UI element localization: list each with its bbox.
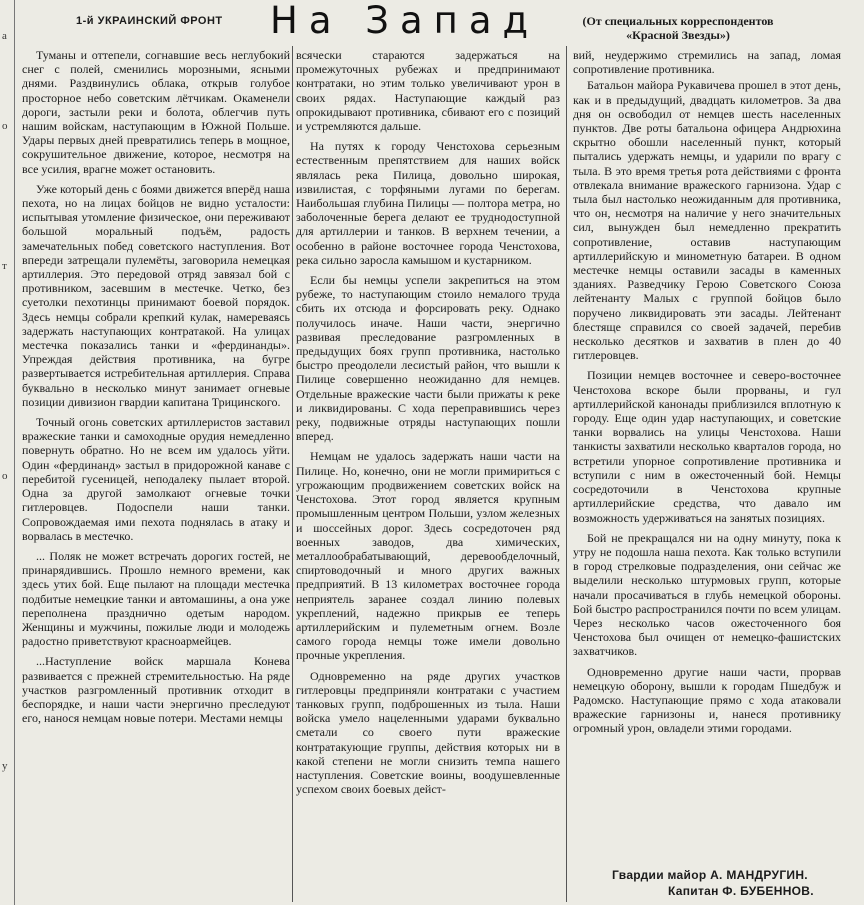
paragraph: На путях к городу Ченстохова серьезным естественным препятствием для наших войск являлась река Пилица, довольно широкая, извилистая, с торфяными лугами по берегам. Наибольшая глубина Пилицы — полтора метра, но заболоченные берега делают ее труднодоступной для артиллерии и танков. В верхнем течении, а особенно в районе восточнее города Ченстохова, река сильно заросла камышом и кустарником. bbox=[296, 139, 560, 267]
column-divider bbox=[292, 46, 293, 902]
paragraph: Если бы немцы успели закрепиться на этом рубеже, то наступающим стоило немалого труда сбить их отсюда и форсировать реку. Однако получилось иначе. Наши части, энергично развивая преследование разгромленных в предыдущих боях групп противника, настолько быстро преодолели лесистый район, что вышли к Пилице совершенно неожиданно для немцев. Отдельные вражеские части были прижаты к реке и ликвидированы. С хода переправившись через реку, подвижные отряды наступающих пошли вперед. bbox=[296, 273, 560, 444]
text-column-1 bbox=[22, 48, 290, 900]
paragraph: Точный огонь советских артиллеристов заставил вражеские танки и самоходные орудия немедленно повернуть обратно. Но не всем им удалось уйти. Один «фердинанд» застыл в придорожной канаве с перебитой гусеницей, неподалеку пылает второй. Одна за другой замолкают огневые точки гитлеровцев. Подоспели наши танки. Сопровождаемая ими пехота поднялась в атаку и ворвалась в местечко. bbox=[22, 415, 290, 543]
paragraph: Батальон майора Рукавичева прошел в этот день, как и в предыдущий, двадцать километров. За два дня он освободил от немцев шесть населенных пунктов. Две роты батальона офицера Андрюхина скрытно обошли населенный пункт, который пытались удержать немцы, и ударили по врагу с тыла. В это время третья рота действиями с фронта отвлекала внимание вражеского гарнизона. Удар с тыла был настолько неожиданным для противника, что он, несмотря на наличие у него значительных сил, вынужден был немедленно прекратить сопротивление, оставив наступающим артиллерийскую и минометную батареи. В одном местечке немцы оставили засады в каменных зданиях. Разведчику Герою Советского Союза лейтенанту Малых с группой бойцов было поручено ликвидировать эти засады. Лейтенант блестяще справился со своей задачей, перебив несколько десятков и захватив в плен до 40 гитлеровцев. bbox=[573, 78, 841, 363]
text-column-3 bbox=[573, 48, 841, 856]
paragraph: всячески стараются задержаться на промежуточных рубежах и предпринимают контратаки, но этим только увеличивают урон в своих рядах. Наступающие каждый раз опрокидывают противника, сбивают его с позиций и устремляются дальше. bbox=[296, 48, 560, 134]
text-column-2 bbox=[296, 48, 560, 900]
paragraph: Уже который день с боями движется вперёд наша пехота, но на лицах бойцов не видно усталости: испытывая утомление физическое, они переживают большой моральный подъём, радость замечательных побед советского наступления. Вот впереди затрещали пулемёты, заговорила немецкая артиллерия. Это передовой отряд завязал бой с противником, засевшим в местечке. Четко, без суетолки пехотинцы принимают боевой порядок. Здесь немцы собрали крепкий кулак, намереваясь задержать наступающих контратакой. На улицах местечка показались танки и «фердинанды». Упреждая действия противника, на бугре развертывается истребительная артиллерия. Справа буквально в несколько минут занимает огневые позиции дивизион гвардии капитана Трицинского. bbox=[22, 181, 290, 409]
paragraph: вий, неудержимо стремились на запад, ломая сопротивление противника. bbox=[573, 48, 841, 77]
paragraph: Одновременно другие наши части, прорвав немецкую оборону, вышли к городам Пшедбуж и Радомско. Наступающие прямо с хода атаковали вражеские гарнизоны и, нанеся противнику огромный урон, овладели этими городами. bbox=[573, 664, 841, 736]
margin-letter: о bbox=[2, 470, 8, 482]
margin-letter: т bbox=[2, 260, 7, 272]
author-signature-1: Гвардии майор А. МАНДРУГИН. bbox=[612, 868, 808, 882]
section-rubric: 1-й УКРАИНСКИЙ ФРОНТ bbox=[76, 15, 223, 27]
margin-letter: у bbox=[2, 760, 8, 772]
paragraph: Одновременно на ряде других участков гитлеровцы предприняли контратаки с участием танковых групп, подброшенных из тыла. Наши войска умело нацеленными ударами буквально сметали со своего пути вражеские контратакующие группы, действия которых ни в какой степени не могли снизить темпа нашего наступления. Советские воины, воодушевленные успехом своих боевых дейст- bbox=[296, 668, 560, 797]
paragraph: Бой не прекращался ни на одну минуту, пока к утру не подошла наша пехота. Как только вступили в город стрелковые подразделения, они сейчас же выделили несколько штурмовых групп, которые начали просачиваться в глубь немецкой обороны. Бой быстро распространился почти по всем улицам. Через несколько часов ожесточенного боя Ченстохова был очищен от немецко-фашистских захватчиков. bbox=[573, 530, 841, 659]
article-headline: На Запад bbox=[270, 0, 540, 42]
paragraph: Немцам не удалось задержать наши части на Пилице. Но, конечно, они не могли примириться с угрожающим продвижением советских войск на Ченстохова. Этот город является крупным промышленным центром Польши, узлом железных и шоссейных дорог. Здесь сосредоточен ряд военных заводов, два химических, металлообрабатывающий, деревообделочный, спиртоводочный и много других важных предприятий. В 13 километрах восточнее города неприятель заранее создал линию полевых укреплений, надежно прикрыв ее теперь артиллерийским и пулеметным огнем. Возле самого города немцы тоже имели довольно прочные укрепления. bbox=[296, 449, 560, 663]
author-signature-2: Капитан Ф. БУБЕННОВ. bbox=[668, 884, 814, 898]
paragraph: ...Наступление войск маршала Конева развивается с прежней стремительностью. На ряде участков разгромленный противник отходит в беспорядке, и наши части энергично преследуют его, нанося немцам новые потери. Местами немцы bbox=[22, 654, 290, 726]
margin-letter: а bbox=[2, 30, 7, 42]
article-byline: (От специальных корреспондентов «Красной Звезды») bbox=[582, 14, 774, 42]
paragraph: Позиции немцев восточнее и северо-восточнее Ченстохова вскоре были прорваны, и гул артиллерийской канонады приблизился вплотную к городу. Еще один удар наступающих, и советские танки ворвались на улицы Ченстохова. Наши танкисты захватили несколько кварталов города, но встретили упорное сопротивление противника и вступили с ним в ожесточенный бой. Немцы сосредоточили в Ченстохова крупные артиллерийские средства, что давало им возможность удерживаться на занятых позициях. bbox=[573, 368, 841, 525]
margin-letter: о bbox=[2, 120, 8, 132]
column-divider bbox=[566, 46, 567, 902]
paragraph: Туманы и оттепели, согнавшие весь неглубокий снег с полей, сменились морозными, ясными днями. Раздвинулись облака, открыв голубое просторное небо советским лётчикам. Окаменели дороги, застыли реки и болота, облегчив путь нашим войскам, наступающим в Южной Польше. Удары первых дней превратились теперь в мощное, сокрушительное движение, которое, несмотря на все усилия, врагне может остановить. bbox=[22, 48, 290, 176]
paragraph: ... Поляк не может встречать дорогих гостей, не принарядившись. Прошло немного времени, как здесь утих бой. Еще пылают на площади местечка подбитые немецкие танки и автомашины, а она уже переполнена празднично одетым народом. Женщины и мужчины, пожилые люди и молодежь радостно приветствуют красноармейцев. bbox=[22, 548, 290, 649]
left-margin-strip bbox=[0, 0, 15, 905]
